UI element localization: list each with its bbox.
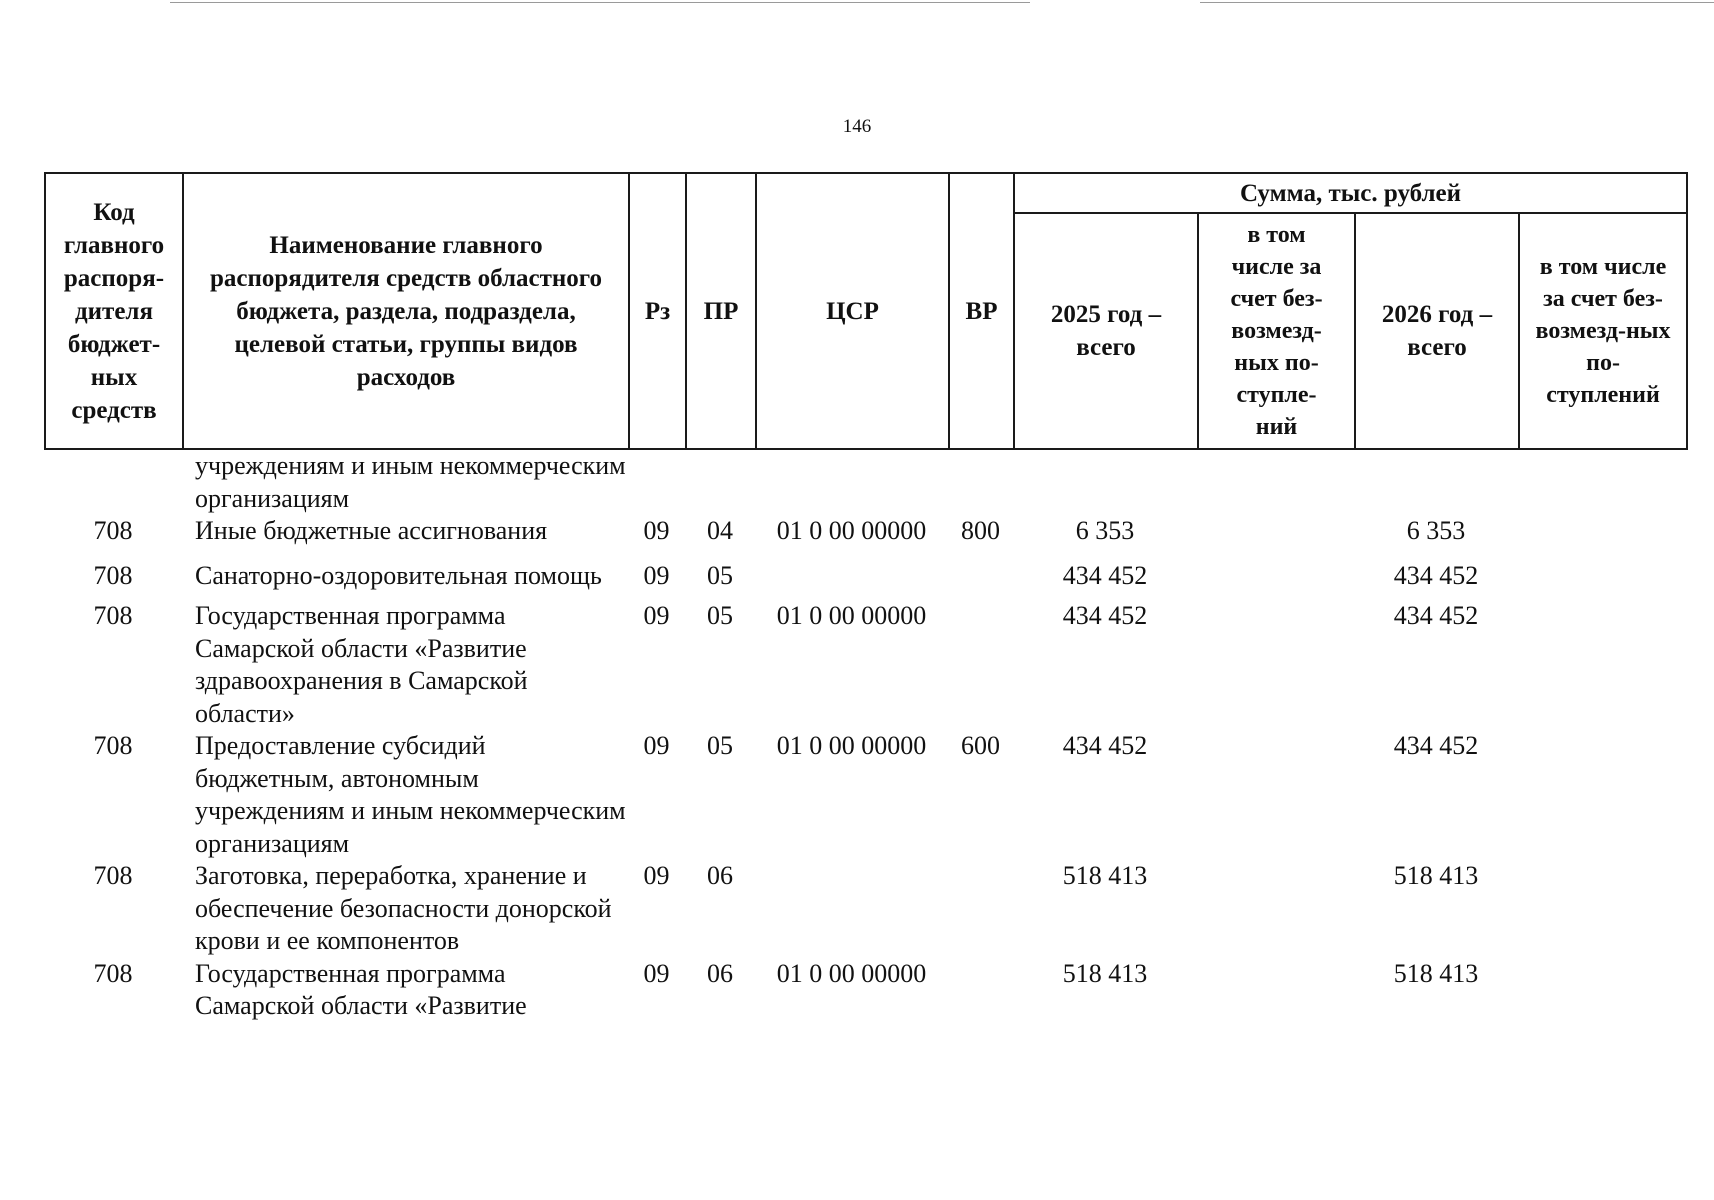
cell-csr: 01 0 00 00000 bbox=[776, 958, 927, 988]
cell-2025-free bbox=[1197, 592, 1354, 730]
cell-2025-free bbox=[1197, 548, 1354, 593]
cell-code: 708 bbox=[93, 516, 133, 545]
cell-csr: 01 0 00 00000 bbox=[776, 516, 927, 545]
cell-name: Государственная программа Самарской области «Развитие bbox=[195, 958, 527, 1020]
cell-2025-total: 518 413 bbox=[1062, 958, 1148, 988]
cell-2026-total: 434 452 bbox=[1393, 560, 1479, 590]
cell-name: Санаторно-оздоровительная помощь bbox=[195, 560, 602, 590]
header-2026-total: 2026 год – всего bbox=[1355, 213, 1519, 449]
table-row bbox=[44, 592, 1686, 730]
cell-2025-total: 434 452 bbox=[1062, 731, 1148, 760]
cell-name: Заготовка, переработка, хранение и обеспечение безопасности донорской крови и ее компонентов bbox=[195, 861, 612, 955]
cell-2026-free bbox=[1518, 515, 1686, 548]
cell-vr: 600 bbox=[961, 731, 1000, 760]
cell-name: Государственная программа Самарской области «Развитие здравоохранения в Самарской области» bbox=[195, 601, 528, 728]
page-number: 146 bbox=[842, 116, 872, 137]
cell-csr bbox=[755, 548, 948, 593]
cell-2026-free bbox=[1518, 548, 1686, 593]
cell-pr: 05 bbox=[707, 560, 733, 590]
cell-vr bbox=[948, 860, 1013, 958]
cell-2025-free bbox=[1197, 730, 1354, 860]
budget-table-body bbox=[44, 450, 1686, 1023]
cell-pr: 06 bbox=[707, 861, 733, 890]
cell-rz: 09 bbox=[643, 958, 670, 988]
budget-table-header bbox=[44, 172, 1688, 450]
cell-csr bbox=[755, 860, 948, 958]
header-rz: Рз bbox=[629, 173, 686, 449]
cell-rz: 09 bbox=[643, 560, 670, 590]
cell-code: 708 bbox=[93, 601, 133, 630]
cell-2026-total: 434 452 bbox=[1393, 601, 1479, 630]
cell-2025-total: 434 452 bbox=[1062, 601, 1148, 630]
cell-pr: 04 bbox=[707, 516, 733, 545]
cell-rz: 09 bbox=[643, 516, 670, 545]
cell-2026-free bbox=[1518, 860, 1686, 958]
cell-vr: 800 bbox=[961, 516, 1000, 545]
cell-2025-free bbox=[1197, 515, 1354, 548]
header-2026-free: в том числе за счет без-возмезд-ных по-ступлений bbox=[1519, 213, 1687, 449]
cell-code bbox=[44, 450, 182, 515]
cell-2025-total: 434 452 bbox=[1062, 560, 1148, 590]
cell-2026-free bbox=[1518, 958, 1686, 1023]
cell-vr bbox=[948, 958, 1013, 1023]
cell-2026-total: 518 413 bbox=[1393, 861, 1479, 890]
cell-name: Иные бюджетные ассигнования bbox=[195, 516, 548, 545]
cell-2026-free bbox=[1518, 592, 1686, 730]
header-2025-total: 2025 год – всего bbox=[1014, 213, 1198, 449]
cell-2026-total: 434 452 bbox=[1393, 731, 1479, 760]
cell-rz: 09 bbox=[643, 731, 670, 760]
cell-csr: 01 0 00 00000 bbox=[776, 601, 927, 630]
cell-2025-total bbox=[1013, 450, 1197, 515]
header-name: Наименование главного распорядителя средств областного бюджета, раздела, подраздела, целевой статьи, группы видов расходов bbox=[183, 173, 629, 449]
cell-csr: 01 0 00 00000 bbox=[776, 731, 927, 760]
cell-2025-total: 6 353 bbox=[1075, 516, 1135, 545]
header-pr: ПР bbox=[686, 173, 756, 449]
table-row bbox=[44, 860, 1686, 958]
cell-vr bbox=[948, 450, 1013, 515]
cell-code: 708 bbox=[93, 560, 133, 590]
cell-2025-free bbox=[1197, 860, 1354, 958]
cell-2026-total: 518 413 bbox=[1393, 958, 1479, 988]
cell-code: 708 bbox=[93, 861, 133, 890]
header-code: Код главного распоря-дителя бюджет-ных средств bbox=[45, 173, 183, 449]
header-2025-free: в том числе за счет без-возмезд-ных по-ступле-ний bbox=[1198, 213, 1355, 449]
cell-2026-free bbox=[1518, 450, 1686, 515]
header-vr: ВР bbox=[949, 173, 1014, 449]
header-sum-group: Сумма, тыс. рублей bbox=[1014, 173, 1687, 213]
cell-vr bbox=[948, 592, 1013, 730]
cell-rz: 09 bbox=[643, 601, 670, 630]
cell-csr bbox=[755, 450, 948, 515]
cell-2026-total: 6 353 bbox=[1406, 516, 1466, 545]
cell-pr bbox=[685, 450, 755, 515]
cell-pr: 05 bbox=[707, 731, 733, 760]
cell-name: Предоставление субсидий бюджетным, автономным учреждениям и иным некоммерческим организациям bbox=[195, 731, 626, 858]
cell-2025-free bbox=[1197, 958, 1354, 1023]
scan-artifact-line bbox=[170, 2, 1030, 3]
scan-artifact-line bbox=[1200, 2, 1714, 3]
table-row bbox=[44, 450, 1686, 515]
cell-2026-total bbox=[1354, 450, 1518, 515]
table-row bbox=[44, 730, 1686, 860]
cell-rz bbox=[628, 450, 685, 515]
cell-pr: 05 bbox=[707, 601, 733, 630]
table-row bbox=[44, 548, 1686, 593]
header-csr: ЦСР bbox=[756, 173, 949, 449]
table-row bbox=[44, 515, 1686, 548]
cell-rz: 09 bbox=[643, 861, 670, 890]
cell-code: 708 bbox=[93, 958, 133, 988]
cell-name: учреждениям и иным некоммерческим организациям bbox=[195, 451, 626, 513]
cell-code: 708 bbox=[93, 731, 133, 760]
cell-2025-free bbox=[1197, 450, 1354, 515]
cell-2026-free bbox=[1518, 730, 1686, 860]
table-row bbox=[44, 958, 1686, 1023]
cell-vr bbox=[948, 548, 1013, 593]
cell-pr: 06 bbox=[707, 958, 733, 988]
cell-2025-total: 518 413 bbox=[1062, 861, 1148, 890]
